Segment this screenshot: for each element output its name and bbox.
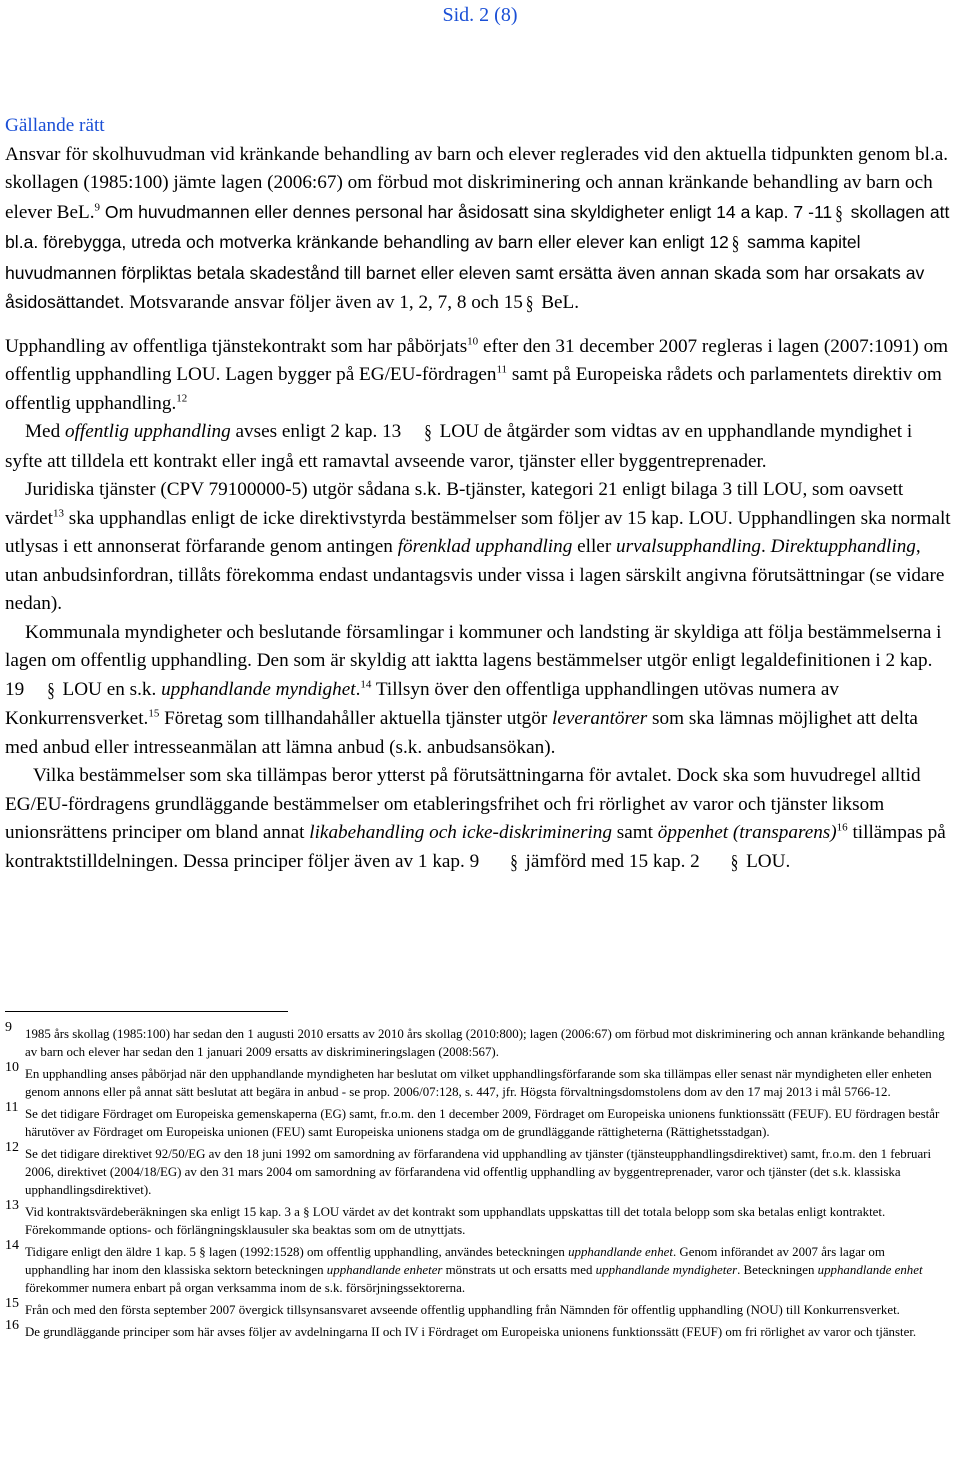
footnotes xyxy=(5,1020,950,1345)
text-run: Med xyxy=(25,421,65,442)
footnote-text: En upphandling anses påbörjad när den upphandlande myndigheten har beslutat om vilket upphandlingsförfarande som ska tillämpas eller senast när myndigheten eller enheten genom annons eller på annat sätt beslutat att begära in anbud - se prop. 2006/07:128, s. 447, jfr. Högsta förvaltningsdomstolens dom av den 17 maj 2013 i mål 5766-12. xyxy=(25,1067,932,1099)
italic-term: upphandlande enhet xyxy=(568,1245,673,1259)
footnote-text: Tidigare enligt den äldre 1 kap. 5 § lagen (1992:1528) om offentlig upphandling, användes beteckningen xyxy=(25,1245,569,1259)
footnote-9 xyxy=(5,1020,950,1061)
section-sign: § xyxy=(835,202,843,225)
footnote-number: 14 xyxy=(5,1238,19,1253)
text-run: Ansvar för skolhuvudman vid kränkande behandling av barn och elever reglerades vid den aktuella tidpunkten genom bl.a. skollagen (1985:100) jämte lagen (2006:67) om förbud mot diskriminering och annan kränkande behandling av barn och elever BeL. xyxy=(5,143,949,223)
text-run: Motsvarande ansvar följer även av 1, 2, 7, 8 och 15 xyxy=(124,292,523,313)
italic-term: upphandlande myndighet xyxy=(161,678,356,700)
italic-term: Direktupphandling xyxy=(770,536,916,557)
footnote-text: . Beteckningen xyxy=(737,1263,818,1277)
footnote-text: Vid kontraktsvärdeberäkningen ska enligt 15 kap. 3 a § LOU värdet av det kontrakt som upphandlats uppskattas till det totala belopp som ska betalas enligt kontraktet. Förekommande options- och förlängningsklausuler ska beaktas som om de utnyttjats. xyxy=(25,1205,886,1237)
footnote-ref-15[interactable]: 15 xyxy=(148,707,160,720)
footnote-11 xyxy=(5,1100,950,1141)
text-run: samt xyxy=(611,822,658,843)
footnote-16 xyxy=(5,1318,950,1341)
section-sign: § xyxy=(510,851,518,874)
footnote-ref-16[interactable]: 16 xyxy=(836,821,848,834)
section-sign: § xyxy=(525,293,534,315)
paragraph-liability xyxy=(5,141,951,319)
footnote-number: 13 xyxy=(5,1198,19,1213)
footnote-15 xyxy=(5,1296,950,1319)
text-run: Kommunala myndigheter och beslutande församlingar i kommuner och landsting är skyldiga att följa bestämmelserna i lagen om offentlig upphandling. Den som är skyldig att iaktta lagens bestämmelser utgör enligt legaldefinitionen i 2 kap. 19 xyxy=(5,621,942,700)
text-run: skollagen att bl.a. förebygga, utreda och motverka kränkande behandling av barn eller elever kan enligt 12 xyxy=(5,201,950,252)
paragraph-principles xyxy=(5,762,951,877)
paragraph-legal-services xyxy=(5,476,951,619)
footnote-ref-14[interactable]: 14 xyxy=(360,678,372,691)
text-run: samma kapitel huvudmannen förpliktas betala skadestånd till barnet eller eleven samt ersätta även annan skada som har orsakats av åsidosättandet. xyxy=(5,232,925,312)
text-run: jämförd med 15 kap. 2 xyxy=(520,850,700,872)
section-heading: Gällande rätt xyxy=(5,115,105,136)
text-run: som ska lämnas möjlighet att delta med anbud eller intresseanmälan att lämna anbud (s.k. anbudsansökan). xyxy=(5,708,918,758)
text-run: Lagen bygger på EG/EU-fördragen xyxy=(220,364,497,385)
footnote-13 xyxy=(5,1198,950,1239)
footnote-12 xyxy=(5,1140,950,1199)
text-run: Tillsyn över den offentliga upphandlingen utövas numera av Konkurrensverket. xyxy=(5,678,839,729)
italic-term: upphandlande enheter xyxy=(326,1263,443,1277)
footnote-number: 10 xyxy=(5,1060,19,1075)
text-run: eller xyxy=(572,536,617,557)
footnote-separator xyxy=(5,1011,288,1012)
section-sign: § xyxy=(730,851,739,874)
footnote-number: 12 xyxy=(5,1140,19,1155)
text-run: Juridiska tjänster (CPV 79100000-5) utgör sådana s.k. B-tjänster, kategori 21 enligt bilaga 3 till LOU, som oavsett värdet xyxy=(5,479,904,529)
text-run: , utan anbudsinfordran, tillåts förekomma endast undantagsvis under vissa i lagen särskilt angivna förutsättningar (se vidare nedan). xyxy=(5,536,945,614)
italic-term: förenklad upphandling xyxy=(397,536,573,557)
italic-term: leverantörer xyxy=(552,708,648,729)
text-run: Om huvudmannen eller dennes personal har åsidosatt sina skyldigheter enligt 14 a kap. 7 -11 xyxy=(100,201,833,222)
italic-term: upphandlande myndigheter xyxy=(595,1263,738,1277)
footnote-ref-13[interactable]: 13 xyxy=(52,507,64,520)
text-run: . xyxy=(761,536,771,557)
italic-term: offentlig upphandling xyxy=(64,421,231,442)
text-run: efter den 31 december 2007 regleras i lagen (2007:1091) om offentlig upphandling LOU. xyxy=(5,335,949,385)
footnote-ref-10[interactable]: 10 xyxy=(467,335,479,348)
footnote-text: Se det tidigare Fördraget om Europeiska gemenskaperna (EG) samt, fr.o.m. den 1 december 2009, Fördraget om Europeiska unionens funktionssätt (FEUF). EU fördragen består härutöver av Fördraget om Europeiska unionen (FEU) samt Europeiska unionens stadga om de grundläggande rättigheterna (Rättighetsstadgan). xyxy=(25,1107,940,1139)
italic-term: likabehandling och icke-diskriminering xyxy=(309,822,612,843)
footnote-14 xyxy=(5,1238,950,1297)
text-run: avses enligt 2 kap. 13 xyxy=(230,421,402,442)
footnote-text: förekommer numera enbart på organ verksamma inom de s.k. försörjningssektorerna. xyxy=(25,1281,466,1295)
italic-term: upphandlande enhet xyxy=(817,1263,923,1277)
footnote-text: Se det tidigare direktivet 92/50/EG av den 18 juni 1992 om samordning av förfarandena vid upphandling av tjänster (tjänsteupphandlingsdirektivet) samt, fr.o.m. den 1 februari 2006, direktivet (2004/18/EG) av den 31 mars 2004 om samordning av förfarandena vid offentlig upphandling av byggentreprenader, varor och tjänster (det s.k. klassiska upphandlingsdirektivet). xyxy=(25,1147,932,1197)
text-run: Vilka bestämmelser som ska tillämpas beror ytterst på förutsättningarna för avtalet. Dock ska som huvudregel alltid EG/EU-fördragens grundläggande bestämmelser om etableringsfrihet och fri rörlighet av varor och tjänster liksom unionsrättens principer om bland annat xyxy=(5,765,921,843)
footnote-text: mönstrats ut och ersatts med xyxy=(442,1263,596,1277)
main-text xyxy=(5,112,951,877)
paragraph-authorities xyxy=(5,619,951,763)
text-run: Upphandling av offentliga tjänstekontrakt som har påbörjats xyxy=(5,335,468,357)
footnote-ref-12[interactable]: 12 xyxy=(176,392,188,405)
paragraph-definition xyxy=(5,418,951,476)
paragraph-procurement xyxy=(5,333,951,419)
page-number: Sid. 2 (8) xyxy=(442,4,518,26)
section-sign: § xyxy=(424,422,432,444)
text-run: BeL. xyxy=(536,292,580,313)
section-sign: § xyxy=(47,679,55,702)
text-run: LOU de åtgärder som vidtas av en upphandlande myndighet i syfte att tilldela ett kontrakt eller ingå ett ramavtal avseende varor, tjänster eller byggentreprenader. xyxy=(5,421,913,472)
text-run: Företag som tillhandahåller aktuella tjänster utgör xyxy=(159,708,553,729)
italic-term: öppenhet (transparens) xyxy=(657,822,837,843)
text-run: LOU en s.k. xyxy=(57,678,162,700)
footnote-ref-11[interactable]: 11 xyxy=(496,363,508,376)
section-sign: § xyxy=(731,233,740,255)
footnote-text: Från och med den första september 2007 övergick tillsynsansvaret avseende offentlig upphandling från Nämnden för offentlig upphandling (NOU) till Konkurrensverket. xyxy=(25,1303,900,1317)
footnote-text: . Genom införandet av 2007 års lagar om upphandling har inom den klassiska sektorn beteckningen xyxy=(25,1245,885,1277)
footnote-10 xyxy=(5,1060,950,1101)
footnote-text: 1985 års skollag (1985:100) har sedan den 1 augusti 2010 ersatts av 2010 års skollag (2010:800); lagen (2006:67) om förbud mot diskriminering och annan kränkande behandling av barn och elever har sedan den 1 januari 2009 ersatts av diskrimineringslagen (2008:567). xyxy=(25,1027,945,1059)
footnote-text: De grundläggande principer som här avses följer av avdelningarna II och IV i Fördraget om Europeiska unionens funktionssätt (FEUF) om fri rörlighet av varor och tjänster. xyxy=(25,1325,917,1339)
footnote-ref-9[interactable]: 9 xyxy=(94,201,100,214)
text-run: tillämpas på kontraktstilldelningen. Dessa principer följer även av 1 kap. 9 xyxy=(5,822,946,872)
text-run: . xyxy=(355,678,361,700)
footnote-number: 16 xyxy=(5,1318,19,1333)
text-run: LOU. xyxy=(741,850,791,872)
italic-term: urvalsupphandling xyxy=(616,536,761,557)
footnote-number: 15 xyxy=(5,1296,19,1311)
text-run: ska upphandlas enligt de icke direktivstyrda bestämmelser som följer av 15 kap. LOU. Upphandlingen ska normalt utlysas i ett annonserat förfarande genom antingen xyxy=(5,507,951,557)
text-run: samt på Europeiska rådets och parlamentets direktiv om offentlig upphandling. xyxy=(5,364,942,414)
footnote-number: 11 xyxy=(5,1100,19,1115)
footnote-number: 9 xyxy=(5,1020,12,1035)
